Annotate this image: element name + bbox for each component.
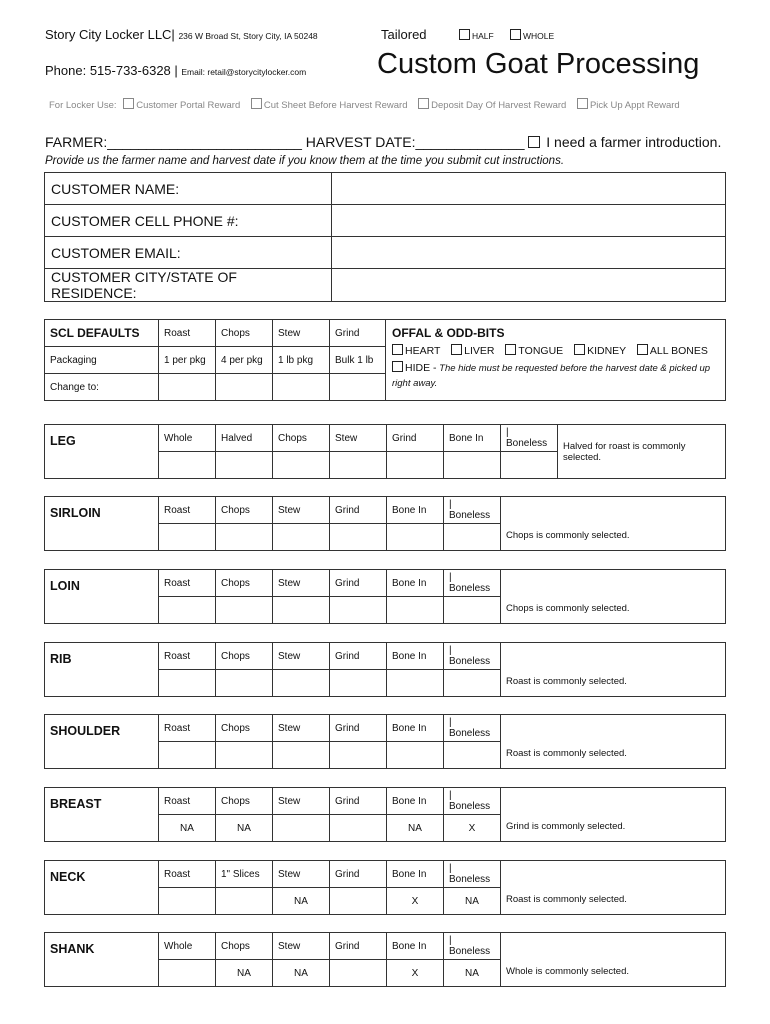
- cut-selection-cell[interactable]: [273, 597, 330, 624]
- farmer-row: [45, 134, 721, 150]
- cut-name: LOIN: [45, 570, 159, 624]
- cut-col-header: Bone In: [444, 425, 501, 452]
- half-checkbox[interactable]: [459, 29, 470, 40]
- cut-col-header: Bone In: [387, 788, 444, 815]
- locker-use-label: For Locker Use:: [49, 100, 117, 111]
- cut-selection-cell[interactable]: [273, 524, 330, 551]
- change-to-input[interactable]: [216, 374, 273, 401]
- whole-checkbox[interactable]: [510, 29, 521, 40]
- cut-selection-cell[interactable]: [216, 670, 273, 697]
- phone-text: Phone: 515-733-6328 |: [45, 63, 178, 78]
- defaults-col-header: Grind: [330, 320, 386, 347]
- contact-line: [45, 63, 306, 78]
- cut-col-header: Roast: [159, 861, 216, 888]
- offal-option[interactable]: [392, 345, 440, 357]
- cut-col-header: Grind: [330, 570, 387, 597]
- cut-selection-cell[interactable]: [330, 960, 387, 987]
- change-to-input[interactable]: [159, 374, 216, 401]
- cut-selection-cell[interactable]: [501, 452, 558, 479]
- offal-label: ALL BONES: [649, 345, 708, 357]
- packaging-value: 1 per pkg: [159, 347, 216, 374]
- cut-col-header: Stew: [273, 643, 330, 670]
- cut-name: BREAST: [45, 788, 159, 842]
- cut-selection-cell[interactable]: [387, 670, 444, 697]
- cut-table-loin: [44, 569, 726, 624]
- customer-name-input[interactable]: [332, 173, 726, 205]
- cut-note: Roast is commonly selected.: [501, 715, 726, 769]
- table-row: [45, 425, 726, 452]
- cut-table-rib: [44, 642, 726, 697]
- offal-option[interactable]: [574, 345, 626, 357]
- whole-label: WHOLE: [523, 31, 555, 41]
- cut-col-header: Bone In: [387, 497, 444, 524]
- cut-col-header: Grind: [330, 788, 387, 815]
- cut-selection-cell[interactable]: [273, 670, 330, 697]
- liver-checkbox[interactable]: [451, 344, 462, 355]
- table-row: [45, 715, 726, 742]
- scl-defaults-table: [44, 319, 726, 401]
- harvest-date-field[interactable]: HARVEST DATE:______________: [305, 134, 525, 150]
- reward-label: Deposit Day Of Harvest Reward: [431, 100, 567, 111]
- kidney-checkbox[interactable]: [574, 344, 585, 355]
- cut-selection-cell[interactable]: NA: [273, 960, 330, 987]
- offal-label: KIDNEY: [587, 345, 626, 357]
- change-to-label: Change to:: [45, 374, 159, 401]
- defaults-col-header: Chops: [216, 320, 273, 347]
- cut-col-header: Bone In: [387, 933, 444, 960]
- half-option[interactable]: [459, 29, 494, 41]
- cut-col-header: Stew: [273, 933, 330, 960]
- cut-selection-cell[interactable]: [387, 742, 444, 769]
- cut-selection-cell[interactable]: [159, 960, 216, 987]
- cut-note: Chops is commonly selected.: [501, 497, 726, 551]
- reward-option[interactable]: [577, 100, 680, 111]
- cut-col-header: Halved: [216, 425, 273, 452]
- cut-selection-cell[interactable]: [273, 742, 330, 769]
- offal-title: OFFAL & ODD-BITS: [392, 326, 505, 340]
- cut-col-header: Stew: [330, 425, 387, 452]
- cut-table-neck: [44, 860, 726, 915]
- cut-col-header: | Boneless: [444, 570, 501, 597]
- table-row: [45, 205, 726, 237]
- cut-note: Roast is commonly selected.: [501, 643, 726, 697]
- locker-use-row: [49, 98, 680, 111]
- cut-selection-cell[interactable]: NA: [159, 815, 216, 842]
- cut-note: Roast is commonly selected.: [501, 861, 726, 915]
- cut-selection-cell[interactable]: [216, 597, 273, 624]
- cut-col-header: Whole: [159, 425, 216, 452]
- cut-col-header: Bone In: [387, 643, 444, 670]
- customer-phone-input[interactable]: [332, 205, 726, 237]
- cut-col-header: Chops: [216, 497, 273, 524]
- reward-checkbox[interactable]: [251, 98, 262, 109]
- reward-option[interactable]: [123, 100, 240, 111]
- cut-selection-cell[interactable]: [387, 524, 444, 551]
- cut-selection-cell[interactable]: [159, 597, 216, 624]
- cut-table-shank: [44, 932, 726, 987]
- cut-selection-cell[interactable]: [444, 742, 501, 769]
- cut-selection-cell[interactable]: NA: [216, 960, 273, 987]
- cut-col-header: Roast: [159, 788, 216, 815]
- cut-col-header: Grind: [330, 643, 387, 670]
- page-title: Custom Goat Processing: [377, 48, 700, 80]
- table-row: [45, 497, 726, 524]
- cut-name: RIB: [45, 643, 159, 697]
- cut-name: NECK: [45, 861, 159, 915]
- cut-col-header: Stew: [273, 788, 330, 815]
- reward-checkbox[interactable]: [577, 98, 588, 109]
- cut-table-sirloin: [44, 496, 726, 551]
- table-row: [45, 237, 726, 269]
- cut-selection-cell[interactable]: [159, 524, 216, 551]
- cut-note: Whole is commonly selected.: [501, 933, 726, 987]
- farmer-instructions: Provide us the farmer name and harvest date if you know them at the time you submit cut instructions.: [45, 155, 565, 167]
- cut-col-header: | Boneless: [444, 861, 501, 888]
- cut-selection-cell[interactable]: X: [387, 888, 444, 915]
- farmer-field[interactable]: FARMER:_________________________: [45, 134, 302, 150]
- cut-col-header: | Boneless: [444, 643, 501, 670]
- cut-name: SIRLOIN: [45, 497, 159, 551]
- cut-col-header: Bone In: [387, 715, 444, 742]
- company-address: 236 W Broad St, Story City, IA 50248: [178, 31, 318, 41]
- cut-selection-cell[interactable]: [273, 452, 330, 479]
- cut-selection-cell[interactable]: [273, 815, 330, 842]
- cut-selection-cell[interactable]: [330, 670, 387, 697]
- cut-selection-cell[interactable]: NA: [444, 960, 501, 987]
- cut-col-header: Whole: [159, 933, 216, 960]
- cut-selection-cell[interactable]: NA: [387, 815, 444, 842]
- cut-selection-cell[interactable]: [216, 452, 273, 479]
- cut-selection-cell[interactable]: [444, 597, 501, 624]
- offal-option[interactable]: [637, 345, 708, 357]
- table-row: [45, 320, 726, 347]
- cut-selection-cell[interactable]: [444, 452, 501, 479]
- defaults-title: SCL DEFAULTS: [45, 320, 159, 347]
- change-to-input[interactable]: [330, 374, 386, 401]
- tailored-label: Tailored: [381, 27, 427, 42]
- packaging-label: Packaging: [45, 347, 159, 374]
- reward-checkbox[interactable]: [418, 98, 429, 109]
- reward-checkbox[interactable]: [123, 98, 134, 109]
- packaging-value: 4 per pkg: [216, 347, 273, 374]
- cut-col-header: Stew: [273, 861, 330, 888]
- cut-col-header: | Boneless: [444, 715, 501, 742]
- cut-selection-cell[interactable]: [216, 888, 273, 915]
- cut-col-header: Chops: [216, 643, 273, 670]
- email-text: Email: retail@storycitylocker.com: [181, 67, 307, 77]
- cut-selection-cell[interactable]: X: [387, 960, 444, 987]
- cut-name: SHOULDER: [45, 715, 159, 769]
- half-label: HALF: [472, 31, 494, 41]
- cut-selection-cell[interactable]: NA: [444, 888, 501, 915]
- cut-selection-cell[interactable]: [216, 742, 273, 769]
- hide-label: HIDE -: [405, 362, 437, 374]
- cut-selection-cell[interactable]: [387, 452, 444, 479]
- cut-selection-cell[interactable]: X: [444, 815, 501, 842]
- defaults-col-header: Stew: [273, 320, 330, 347]
- offal-label: HEART: [405, 345, 441, 357]
- cut-col-header: | Boneless: [444, 933, 501, 960]
- customer-residence-label: CUSTOMER CITY/STATE OF RESIDENCE:: [45, 269, 332, 302]
- cut-col-header: Roast: [159, 643, 216, 670]
- table-row: [45, 570, 726, 597]
- cut-name: LEG: [45, 425, 159, 479]
- reward-option[interactable]: [418, 100, 566, 111]
- cut-col-header: Roast: [159, 497, 216, 524]
- table-row: [45, 643, 726, 670]
- offal-section: [386, 320, 726, 401]
- cut-col-header: Chops: [216, 570, 273, 597]
- cut-selection-cell[interactable]: [216, 524, 273, 551]
- cut-selection-cell[interactable]: [330, 888, 387, 915]
- cut-col-header: Roast: [159, 570, 216, 597]
- customer-email-label: CUSTOMER EMAIL:: [45, 237, 332, 269]
- heart-checkbox[interactable]: [392, 344, 403, 355]
- customer-name-label: CUSTOMER NAME:: [45, 173, 332, 205]
- cut-selection-cell[interactable]: [330, 815, 387, 842]
- customer-info-table: [44, 172, 726, 302]
- cut-col-header: Bone In: [387, 861, 444, 888]
- cut-note: Grind is commonly selected.: [501, 788, 726, 842]
- offal-option[interactable]: [505, 345, 563, 357]
- cut-col-header: 1" Slices: [216, 861, 273, 888]
- customer-phone-label: CUSTOMER CELL PHONE #:: [45, 205, 332, 237]
- cut-selection-cell[interactable]: [330, 452, 387, 479]
- table-row: [45, 788, 726, 815]
- whole-option[interactable]: [510, 29, 554, 41]
- cut-table-breast: [44, 787, 726, 842]
- reward-label: Cut Sheet Before Harvest Reward: [263, 100, 408, 111]
- cut-selection-cell[interactable]: [330, 742, 387, 769]
- cut-col-header: Grind: [330, 861, 387, 888]
- cut-col-header: | Boneless: [501, 425, 558, 452]
- cut-col-header: Bone In: [387, 570, 444, 597]
- cut-col-header: | Boneless: [444, 788, 501, 815]
- cut-col-header: Stew: [273, 497, 330, 524]
- cut-col-header: Stew: [273, 570, 330, 597]
- cut-selection-cell[interactable]: [159, 888, 216, 915]
- cut-selection-cell[interactable]: [159, 742, 216, 769]
- cut-col-header: Grind: [387, 425, 444, 452]
- cut-col-header: Chops: [216, 715, 273, 742]
- cut-selection-cell[interactable]: [330, 597, 387, 624]
- cut-name: SHANK: [45, 933, 159, 987]
- cut-selection-cell[interactable]: [330, 524, 387, 551]
- cut-table-leg: [44, 424, 726, 479]
- cut-col-header: Grind: [330, 715, 387, 742]
- farmer-intro-checkbox[interactable]: [528, 136, 540, 148]
- table-row: [45, 173, 726, 205]
- cut-note: Chops is commonly selected.: [501, 570, 726, 624]
- cut-col-header: Chops: [216, 788, 273, 815]
- hide-note: The hide must be requested before the harvest date & picked up right away.: [392, 363, 711, 389]
- offal-label: LIVER: [464, 345, 495, 357]
- hide-checkbox[interactable]: [392, 361, 403, 372]
- cut-selection-cell[interactable]: [444, 670, 501, 697]
- cut-col-header: | Boneless: [444, 497, 501, 524]
- cut-col-header: Roast: [159, 715, 216, 742]
- table-row: [45, 933, 726, 960]
- hide-option[interactable]: [392, 361, 719, 391]
- cut-table-shoulder: [44, 714, 726, 769]
- change-to-input[interactable]: [273, 374, 330, 401]
- cut-col-header: Grind: [330, 933, 387, 960]
- company-name: Story City Locker LLC|: [45, 27, 175, 42]
- offal-option[interactable]: [451, 345, 494, 357]
- cut-selection-cell[interactable]: NA: [273, 888, 330, 915]
- cut-col-header: Chops: [273, 425, 330, 452]
- table-row: [45, 269, 726, 302]
- cut-selection-cell[interactable]: [444, 524, 501, 551]
- offal-options: [392, 344, 719, 357]
- offal-label: TONGUE: [518, 345, 564, 357]
- cut-note: Halved for roast is commonly selected.: [558, 425, 726, 479]
- all-bones-checkbox[interactable]: [637, 344, 648, 355]
- cut-selection-cell[interactable]: NA: [216, 815, 273, 842]
- defaults-col-header: Roast: [159, 320, 216, 347]
- cut-col-header: Chops: [216, 933, 273, 960]
- cut-col-header: Stew: [273, 715, 330, 742]
- reward-label: Customer Portal Reward: [136, 100, 241, 111]
- cut-selection-cell[interactable]: [159, 452, 216, 479]
- tongue-checkbox[interactable]: [505, 344, 516, 355]
- company-header: [45, 27, 318, 42]
- cut-col-header: Grind: [330, 497, 387, 524]
- reward-label: Pick Up Appt Reward: [589, 100, 680, 111]
- reward-option[interactable]: [251, 100, 408, 111]
- table-row: [45, 861, 726, 888]
- cut-selection-cell[interactable]: [159, 670, 216, 697]
- packaging-value: 1 lb pkg: [273, 347, 330, 374]
- farmer-intro-label: I need a farmer introduction.: [546, 134, 722, 150]
- customer-residence-input[interactable]: [332, 269, 726, 302]
- cut-selection-cell[interactable]: [387, 597, 444, 624]
- packaging-value: Bulk 1 lb: [330, 347, 386, 374]
- customer-email-input[interactable]: [332, 237, 726, 269]
